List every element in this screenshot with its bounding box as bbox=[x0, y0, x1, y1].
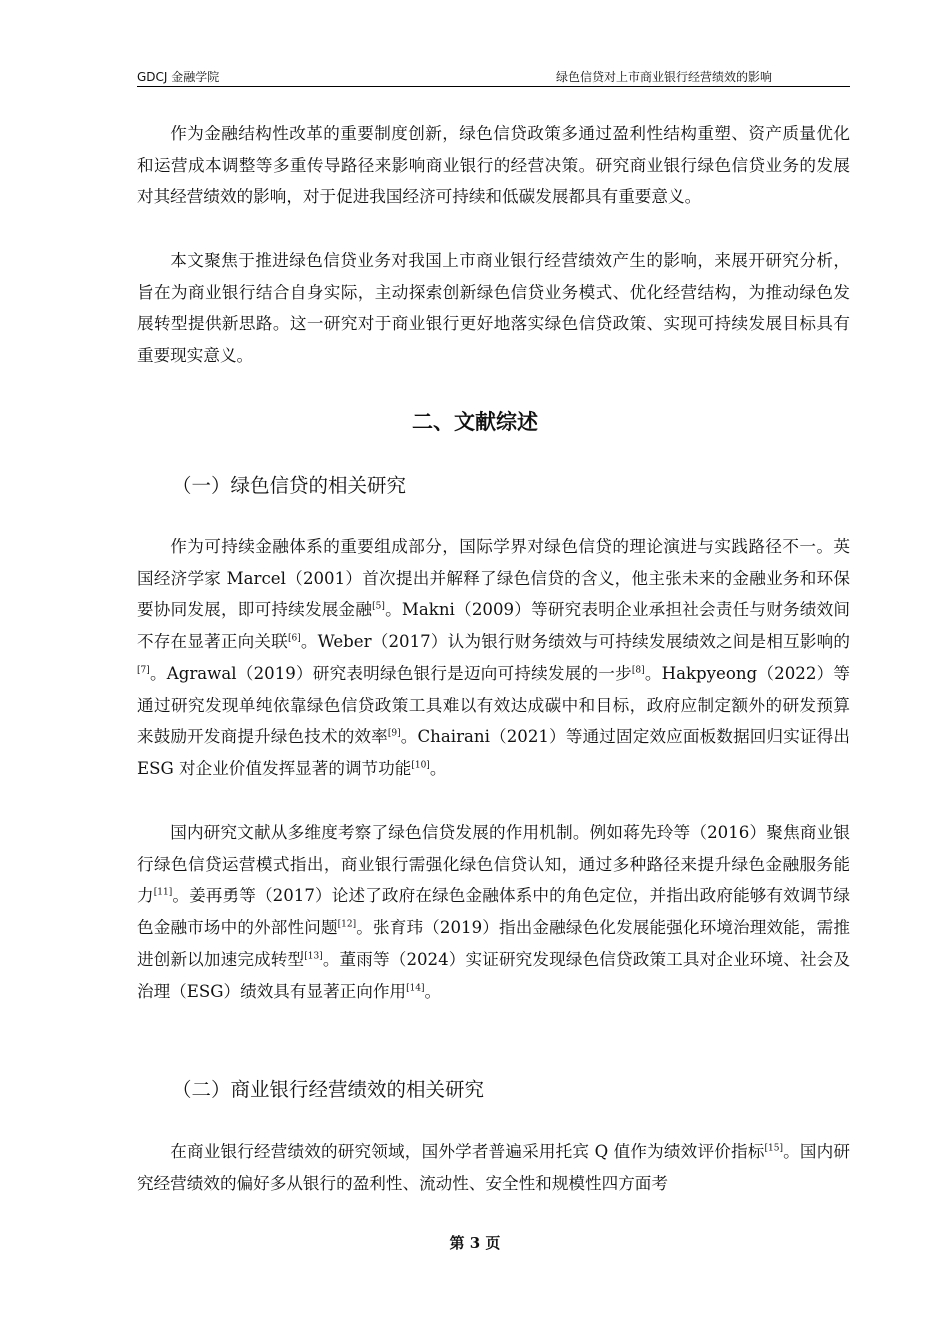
text-segment: 在商业银行经营绩效的研究领域，国外学者普遍采用托宾 Q 值作为绩效评价指标 bbox=[170, 1142, 765, 1161]
text-segment: 国内研究文献从多维度考察了绿色信贷发展的作用机制。例如蒋先玲等（2016）聚焦商业银行绿色信贷运营模式指出，商业银行需强化绿色信贷认知，通过多种路径来提升绿色金融服务能力 bbox=[137, 823, 850, 906]
header-institution: GDCJ 金融学院 bbox=[137, 70, 220, 84]
citation-ref: [6] bbox=[287, 633, 301, 644]
citation-ref: [5] bbox=[372, 601, 385, 612]
citation-ref: [14] bbox=[406, 982, 425, 993]
green-credit-paragraph-1 bbox=[137, 531, 850, 785]
header-paper-title: 绿色信贷对上市商业银行经营绩效的影响 bbox=[555, 70, 772, 84]
intro-paragraph-1: 作为金融结构性改革的重要制度创新，绿色信贷政策多通过盈利性结构重塑、资产质量优化和运营成本调整等多重传导路径来影响商业银行的经营决策。研究商业银行绿色信贷业务的发展对其经营绩效的影响，对于促进我国经济可持续和低碳发展都具有重要意义。 bbox=[137, 124, 850, 207]
text-segment: 。姜再勇等（2017）论述了政府在绿色金融体系中的角色定位，并指出政府能够有效调节绿色金融市场中的外部性问题 bbox=[137, 886, 851, 938]
section-title-literature-review: 二、文献综述 bbox=[412, 410, 538, 434]
text-segment: 。 bbox=[429, 758, 447, 778]
subsection-title-bank-performance: （二）商业银行经营绩效的相关研究 bbox=[172, 1078, 485, 1101]
text-segment: 。董雨等（2024）实证研究发现绿色信贷政策工具对企业环境、社会及治理（ESG）绩效具有显著正向作用 bbox=[137, 949, 850, 1001]
citation-ref: [15] bbox=[764, 1143, 783, 1154]
intro-paragraph-2: 本文聚焦于推进绿色信贷业务对我国上市商业银行经营绩效产生的影响，来展开研究分析，旨在为商业银行结合自身实际，主动探索创新绿色信贷业务模式、优化经营结构，为推动绿色发展转型提供新思路。这一研究对于商业银行更好地落实绿色信贷政策、实现可持续发展目标具有重要现实意义。 bbox=[137, 251, 850, 366]
page-header bbox=[137, 66, 850, 87]
citation-ref: [12] bbox=[337, 919, 357, 930]
text-segment: 。Weber（2017）认为银行财务绩效与可持续发展绩效之间是相互影响的 bbox=[300, 632, 851, 652]
text-segment: 。 bbox=[424, 981, 442, 1001]
text-segment: 。Makni（2009）等研究表明企业承担社会责任与财务绩效间不存在显著正向关联 bbox=[137, 600, 850, 652]
text-segment: 。张育玮（2019）指出金融绿色化发展能强化环境治理效能，需推进创新以加速完成转型 bbox=[137, 918, 851, 969]
citation-ref: [11] bbox=[153, 887, 173, 898]
bank-performance-paragraph-1 bbox=[137, 1136, 850, 1199]
text-segment: 。Hakpyeong（2022）等通过研究发现单纯依靠绿色信贷政策工具难以有效达成碳中和目标，政府应制定额外的研发预算来鼓励开发商提升绿色技术的效率 bbox=[137, 663, 850, 747]
text-segment: 。Agrawal（2019）研究表明绿色银行是迈向可持续发展的一步 bbox=[149, 663, 632, 683]
citation-ref: [13] bbox=[304, 951, 323, 962]
text-segment: 。国内研究经营绩效的偏好多从银行的盈利性、流动性、安全性和规模性四方面考 bbox=[137, 1142, 851, 1193]
citation-ref: [7] bbox=[137, 665, 150, 676]
citation-ref: [9] bbox=[387, 728, 401, 739]
text-segment: 。Chairani（2021）等通过固定效应面板数据回归实证得出 ESG 对企业价值发挥显著的调节功能 bbox=[137, 727, 851, 778]
citation-ref: [10] bbox=[411, 760, 430, 771]
text-segment: 作为可持续金融体系的重要组成部分，国际学界对绿色信贷的理论演进与实践路径不一。英国经济学家 Marcel（2001）首次提出并解释了绿色信贷的含义，他主张未来的金融业务和环保要协同发展，即可持续发展金融 bbox=[137, 537, 850, 620]
subsection-title-green-credit: （一）绿色信贷的相关研究 bbox=[172, 474, 407, 497]
page-number: 第 3 页 bbox=[449, 1234, 501, 1252]
citation-ref: [8] bbox=[631, 665, 645, 676]
green-credit-paragraph-2 bbox=[137, 817, 850, 1007]
